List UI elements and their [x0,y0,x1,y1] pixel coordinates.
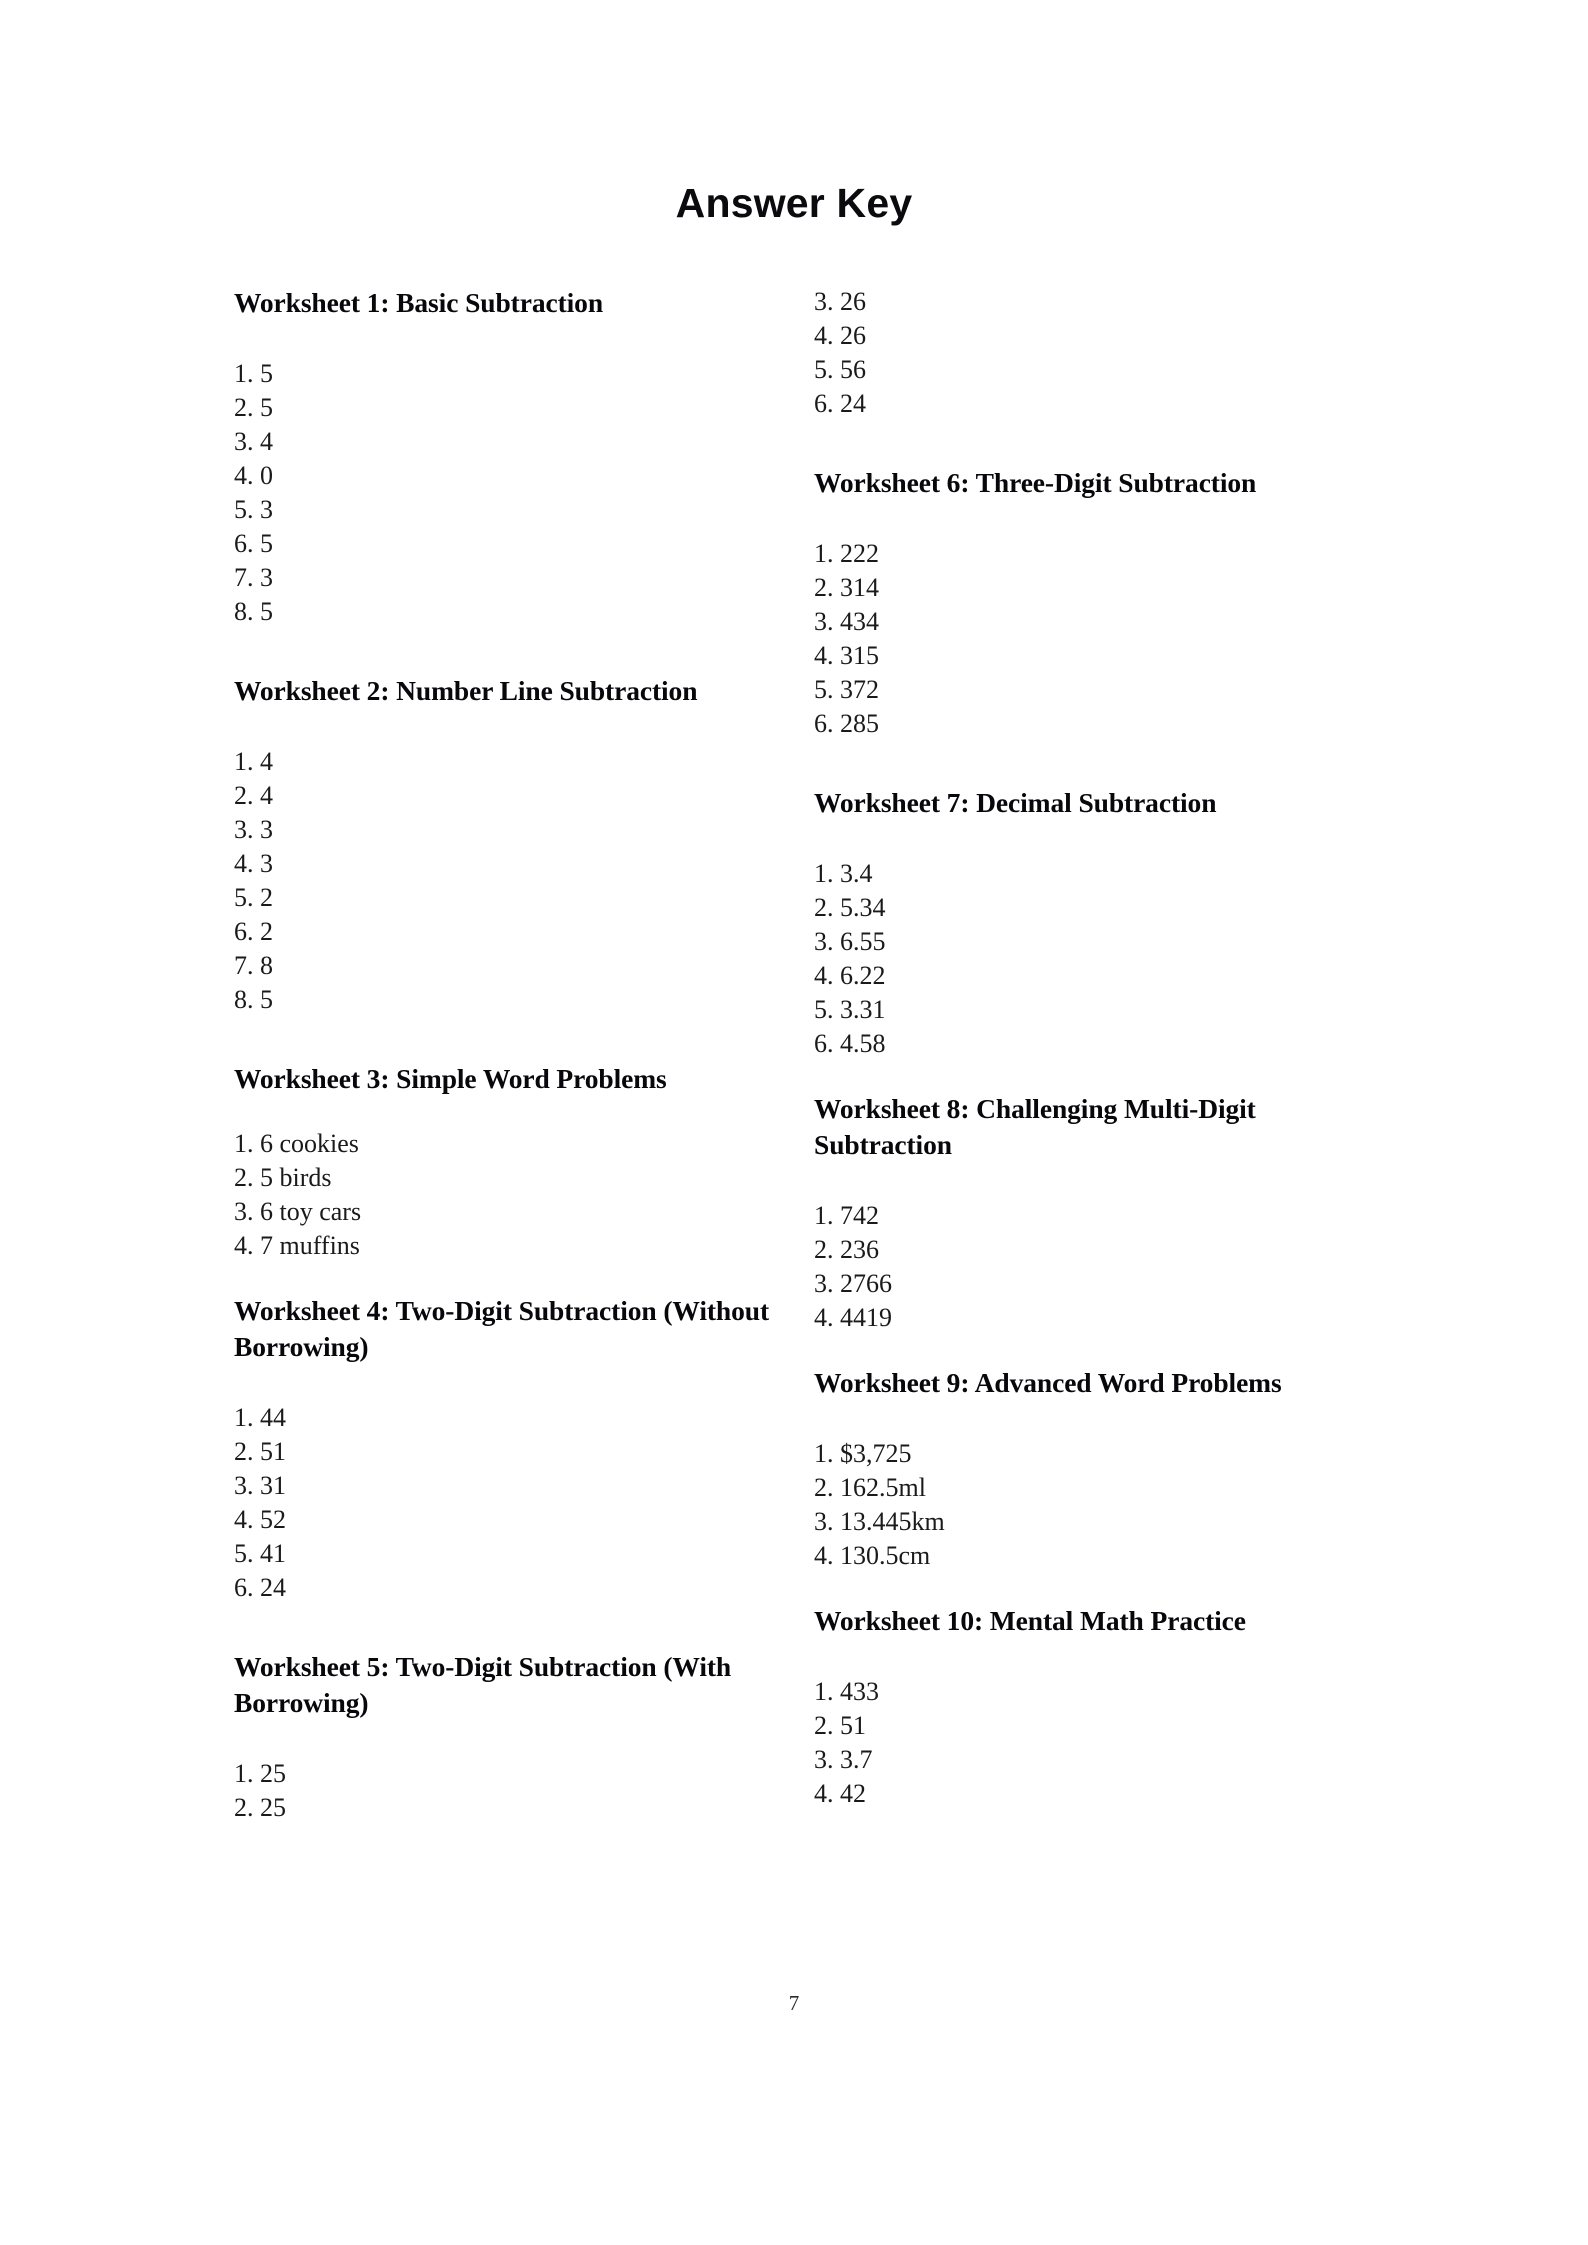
worksheet-heading-10: Worksheet 10: Mental Math Practice [814,1605,1246,1636]
worksheet-heading-5: Worksheet 5: Two-Digit Subtraction (With Borrowing) [234,1651,732,1718]
answer-item: 4. 4419 [814,1303,892,1332]
answer-item: 6. 24 [814,389,866,418]
answer-list-2 [234,745,774,1017]
answer-list-3 [234,1127,774,1263]
answer-item: 2. 162.5ml [814,1473,926,1502]
worksheet-section-5-continued [814,285,1374,421]
answer-item: 4. 3 [234,849,273,878]
answer-list-9 [814,1437,1374,1573]
answer-item: 5. 56 [814,355,866,384]
answer-item: 6. 24 [234,1573,286,1602]
answer-item: 1. 742 [814,1201,879,1230]
answer-item: 6. 2 [234,917,273,946]
answer-item: 4. 130.5cm [814,1541,931,1570]
answer-list-5-continued [814,285,1374,421]
answer-item: 3. 4 [234,427,273,456]
spacer [814,1639,1374,1675]
answer-item: 3. 13.445km [814,1507,945,1536]
worksheet-heading-9: Worksheet 9: Advanced Word Problems [814,1367,1282,1398]
worksheet-heading-1: Worksheet 1: Basic Subtraction [234,287,604,318]
answer-item: 7. 8 [234,951,273,980]
right-column [814,285,1374,1811]
spacer [814,1335,1374,1365]
answer-list-8 [814,1199,1374,1335]
spacer [814,501,1374,537]
worksheet-heading-6: Worksheet 6: Three-Digit Subtraction [814,467,1257,498]
answer-item: 8. 5 [234,597,273,626]
answer-item: 1. 5 [234,359,273,388]
worksheet-heading-7: Worksheet 7: Decimal Subtraction [814,787,1217,818]
answer-item: 4. 7 muffins [234,1231,360,1260]
spacer [234,1365,774,1401]
answer-item: 5. 372 [814,675,879,704]
answer-list-10 [814,1675,1374,1811]
worksheet-heading-4: Worksheet 4: Two-Digit Subtraction (Without Borrowing) [234,1295,770,1362]
answer-item: 2. 5 birds [234,1163,332,1192]
worksheet-section-3 [234,1061,774,1263]
answer-item: 1. $3,725 [814,1439,912,1468]
spacer [814,821,1374,857]
answer-item: 3. 6.55 [814,927,886,956]
answer-item: 1. 25 [234,1759,286,1788]
answer-item: 1. 433 [814,1677,879,1706]
spacer [814,1061,1374,1091]
answer-item: 5. 3 [234,495,273,524]
answer-item: 2. 25 [234,1793,286,1822]
worksheet-section-8 [814,1091,1374,1335]
answer-item: 1. 6 cookies [234,1129,359,1158]
worksheet-section-9 [814,1365,1374,1573]
answer-item: 2. 4 [234,781,273,810]
answer-item: 5. 3.31 [814,995,886,1024]
worksheet-section-7 [814,785,1374,1061]
answer-item: 3. 31 [234,1471,286,1500]
answer-item: 6. 4.58 [814,1029,886,1058]
answer-list-5 [234,1757,774,1825]
spacer [234,321,774,357]
worksheet-heading-8: Worksheet 8: Challenging Multi-Digit Subtraction [814,1093,1256,1160]
answer-item: 4. 52 [234,1505,286,1534]
answer-item: 7. 3 [234,563,273,592]
page-title: Answer Key [675,180,913,226]
answer-item: 8. 5 [234,985,273,1014]
answer-item: 5. 2 [234,883,273,912]
answer-item: 4. 6.22 [814,961,886,990]
answer-list-4 [234,1401,774,1605]
answer-item: 4. 315 [814,641,879,670]
spacer [814,741,1374,785]
spacer [234,1263,774,1293]
answer-item: 4. 0 [234,461,273,490]
answer-item: 3. 2766 [814,1269,892,1298]
answer-item: 6. 5 [234,529,273,558]
worksheet-section-10 [814,1603,1374,1811]
answer-item: 2. 236 [814,1235,879,1264]
worksheet-heading-2: Worksheet 2: Number Line Subtraction [234,675,698,706]
answer-item: 2. 5 [234,393,273,422]
left-column [234,285,774,1825]
answer-item: 6. 285 [814,709,879,738]
spacer [234,1017,774,1061]
answer-item: 1. 3.4 [814,859,873,888]
answer-item: 4. 42 [814,1779,866,1808]
answer-item: 1. 4 [234,747,273,776]
answer-list-6 [814,537,1374,741]
answer-item: 1. 222 [814,539,879,568]
spacer [234,629,774,673]
answer-item: 3. 3.7 [814,1745,873,1774]
answer-item: 3. 26 [814,287,866,316]
spacer [234,1721,774,1757]
answer-item: 3. 3 [234,815,273,844]
spacer [234,709,774,745]
answer-list-1 [234,357,774,629]
answer-item: 2. 51 [814,1711,866,1740]
spacer [814,421,1374,465]
spacer [814,1401,1374,1437]
answer-item: 1. 44 [234,1403,286,1432]
answer-item: 2. 314 [814,573,879,602]
answer-item: 2. 5.34 [814,893,886,922]
worksheet-section-4 [234,1293,774,1605]
answer-item: 4. 26 [814,321,866,350]
worksheet-heading-3: Worksheet 3: Simple Word Problems [234,1063,667,1094]
worksheet-section-2 [234,673,774,1017]
answer-item: 5. 41 [234,1539,286,1568]
worksheet-section-5 [234,1649,774,1825]
answer-item: 3. 434 [814,607,879,636]
spacer [234,1097,774,1127]
page-number: 7 [788,1991,800,2015]
answer-item: 3. 6 toy cars [234,1197,362,1226]
answer-list-7 [814,857,1374,1061]
worksheet-section-1 [234,285,774,629]
worksheet-section-6 [814,465,1374,741]
spacer [234,1605,774,1649]
spacer [814,1573,1374,1603]
spacer [814,1163,1374,1199]
answer-item: 2. 51 [234,1437,286,1466]
